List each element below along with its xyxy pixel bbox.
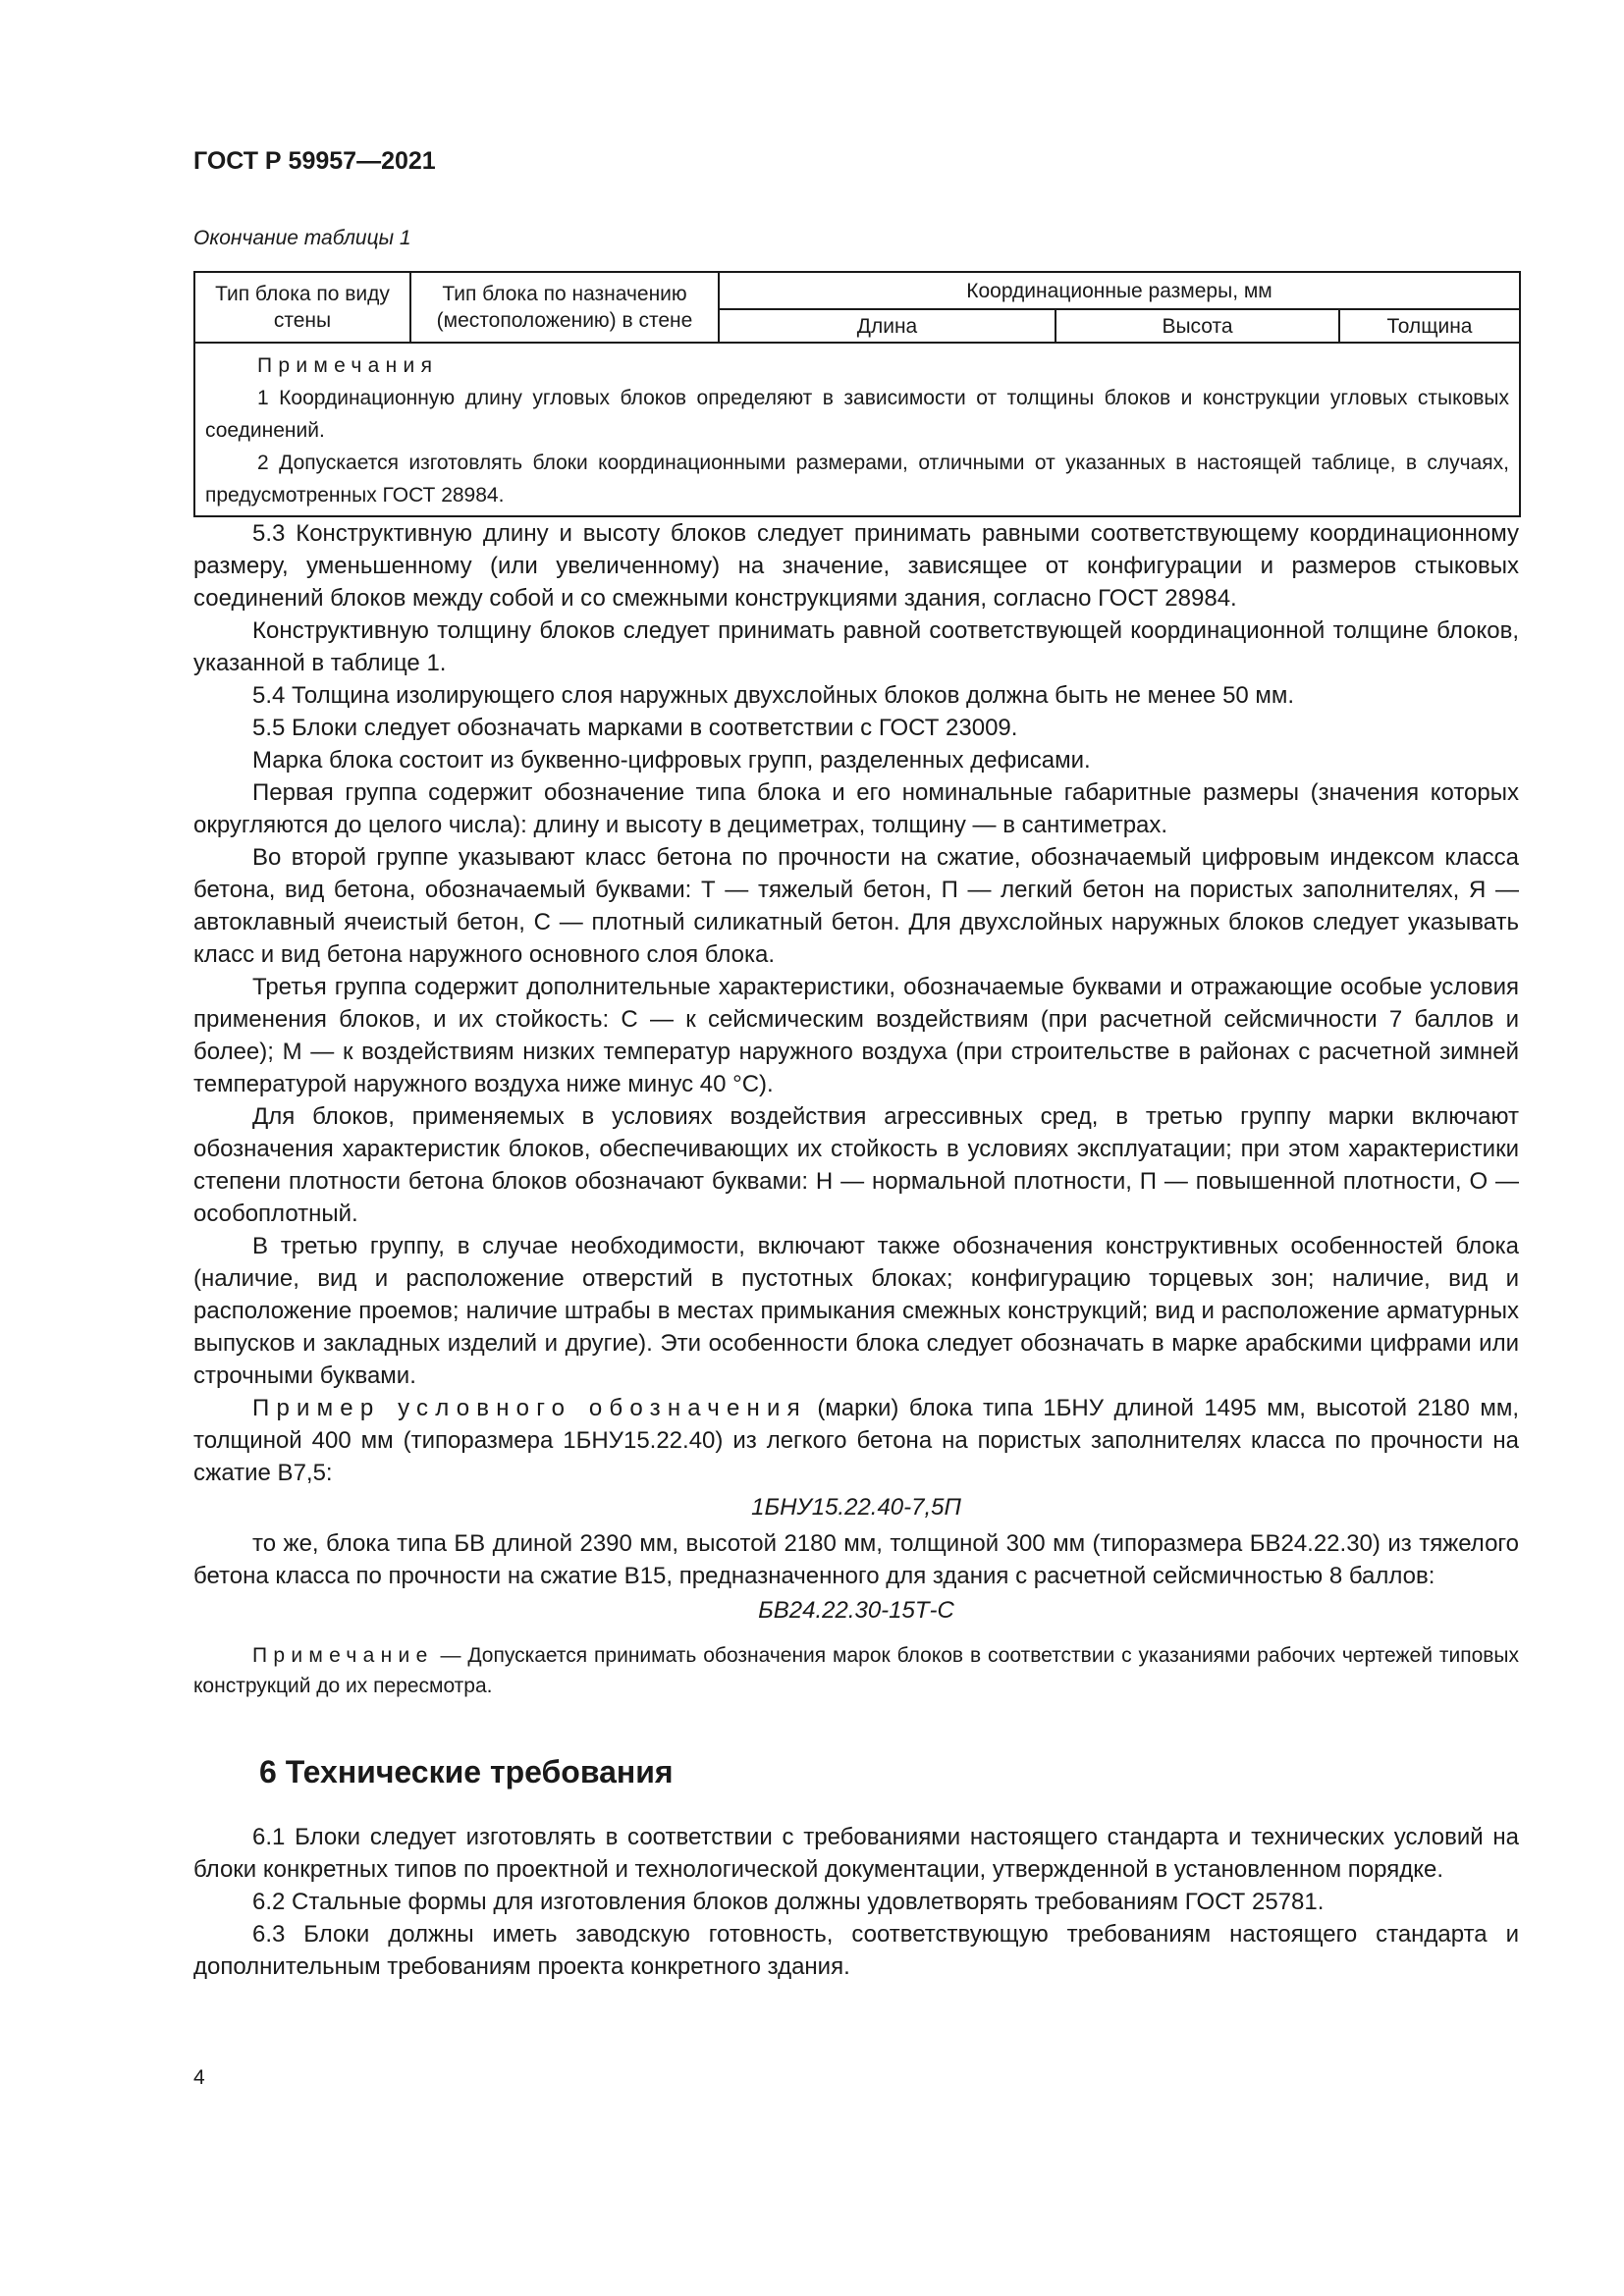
paragraph: Во второй группе указывают класс бетона по прочности на сжатие, обозначаемый цифровым индексом класса бетона, вид бетона, обозначаемый буквами: Т — тяжелый бетон, П — легкий бетон на пористых заполнителях, Я — автоклавный ячеистый бетон, С — плотный силикатный бетон. Для двухслойных наружных блоков следует указывать класс и вид бетона наружного основного слоя блока. xyxy=(193,844,1519,968)
example-text: (марки) блока типа 1БНУ длиной 1495 мм, высотой 2180 мм, толщиной 400 мм (типоразмера 1БНУ15.22.40) из легкого бетона на пористых заполнителях класса по прочности на сжатие В7,5: xyxy=(193,1395,1520,1486)
example-paragraph xyxy=(193,1392,1519,1489)
header-length: Длина xyxy=(719,309,1056,343)
header-thickness: Толщина xyxy=(1339,309,1520,343)
table-caption: Окончание таблицы 1 xyxy=(193,227,411,249)
paragraph: В третью группу, в случае необходимости, включают также обозначения конструктивных особенностей блока (наличие, вид и расположение отверстий в пустотных блоках; конфигурацию торцевых зон; наличие, вид и расположение проемов; наличие штрабы в местах примыкания смежных конструкций; вид и расположение арматурных выпусков и закладных изделий и другие). Эти особенности блока следует обозначать в марке арабскими цифрами или строчными буквами. xyxy=(193,1233,1519,1389)
paragraph: Марка блока состоит из буквенно-цифровых групп, разделенных дефисами. xyxy=(252,747,1091,774)
paragraph: Первая группа содержит обозначение типа блока и его номинальные габаритные размеры (значения которых округляются до целого числа): длину и высоту в дециметрах, толщину — в сантиметрах. xyxy=(193,779,1519,838)
note-text: — Допускается принимать обозначения марок блоков в соответствии с указаниями рабочих чертежей типовых конструкций до их пересмотра. xyxy=(193,1644,1519,1697)
section-6-title: 6 Технические требования xyxy=(259,1754,674,1789)
table-note-1: 1 Координационную длину угловых блоков определяют в зависимости от толщины блоков и конструкции угловых стыковых соединений. xyxy=(205,387,1510,442)
example-paragraph-2: то же, блока типа БВ длиной 2390 мм, высотой 2180 мм, толщиной 300 мм (типоразмера БВ24.22.30) из тяжелого бетона класса по прочности на сжатие В15, предназначенного для здания с расчетной сейсмичностью 8 баллов: xyxy=(193,1530,1519,1589)
paragraph-6-1: 6.1 Блоки следует изготовлять в соответствии с требованиями настоящего стандарта и технических условий на блоки конкретных типов по проектной и технологической документации, утвержденной в установленном порядке. xyxy=(193,1824,1519,1883)
paragraph-5-4: 5.4 Толщина изолирующего слоя наружных двухслойных блоков должна быть не менее 50 мм. xyxy=(252,682,1295,709)
header-height: Высота xyxy=(1056,309,1339,343)
header-type-by-purpose: Тип блока по назначению (местоположению) в стене xyxy=(410,272,719,343)
paragraph-5-5: 5.5 Блоки следует обозначать марками в соответствии с ГОСТ 23009. xyxy=(252,715,1018,741)
paragraph: Конструктивную толщину блоков следует принимать равной соответствующей координационной толщине блоков, указанной в таблице 1. xyxy=(193,617,1519,676)
paragraph-6-3: 6.3 Блоки должны иметь заводскую готовность, соответствующую требованиям настоящего стандарта и дополнительным требованиям проекта конкретного здания. xyxy=(193,1921,1519,1980)
note-label: Примечание xyxy=(252,1644,434,1667)
paragraph-5-3: 5.3 Конструктивную длину и высоту блоков следует принимать равными соответствующему координационному размеру, уменьшенному (или увеличенному) на значение, зависящее от конфигурации и размеров стыковых соединений блоков между собой и со смежными конструкциями здания, согласно ГОСТ 28984. xyxy=(193,520,1519,612)
header-coord-sizes: Координационные размеры, мм xyxy=(719,272,1520,309)
coordination-sizes-table xyxy=(193,271,1521,517)
paragraph-6-2: 6.2 Стальные формы для изготовления блоков должны удовлетворять требованиям ГОСТ 25781. xyxy=(252,1889,1325,1915)
paragraph: Третья группа содержит дополнительные характеристики, обозначаемые буквами и отражающие особые условия применения блоков, и их стойкость: С — к сейсмическим воздействиям (при расчетной сейсмичности 7 баллов и более); М — к воздействиям низких температур наружного воздуха (при строительстве в районах с расчетной зимней температурой наружного воздуха ниже минус 40 °С). xyxy=(193,974,1519,1097)
document-body xyxy=(193,517,1519,1983)
example-mark-1: 1БНУ15.22.40-7,5П xyxy=(751,1494,961,1521)
example-label: Пример условного обозначения xyxy=(252,1395,807,1421)
notes-title: Примечания xyxy=(257,354,439,377)
paragraph: Для блоков, применяемых в условиях воздействия агрессивных сред, в третью группу марки включают обозначения характеристик блоков, обеспечивающих их стойкость в условиях эксплуатации; при этом характеристики степени плотности бетона блоков обозначают буквами: Н — нормальной плотности, П — повышенной плотности, О — особоплотный. xyxy=(193,1103,1519,1227)
header-type-by-wall: Тип блока по виду стены xyxy=(194,272,410,343)
table-notes xyxy=(194,343,1520,516)
example-mark-2: БВ24.22.30-15Т-С xyxy=(758,1597,954,1624)
page-number: 4 xyxy=(193,2066,205,2089)
standard-id: ГОСТ Р 59957—2021 xyxy=(193,147,436,175)
note-paragraph xyxy=(193,1640,1519,1701)
table-note-2: 2 Допускается изготовлять блоки координационными размерами, отличными от указанных в настоящей таблице, в случаях, предусмотренных ГОСТ 28984. xyxy=(205,452,1510,507)
